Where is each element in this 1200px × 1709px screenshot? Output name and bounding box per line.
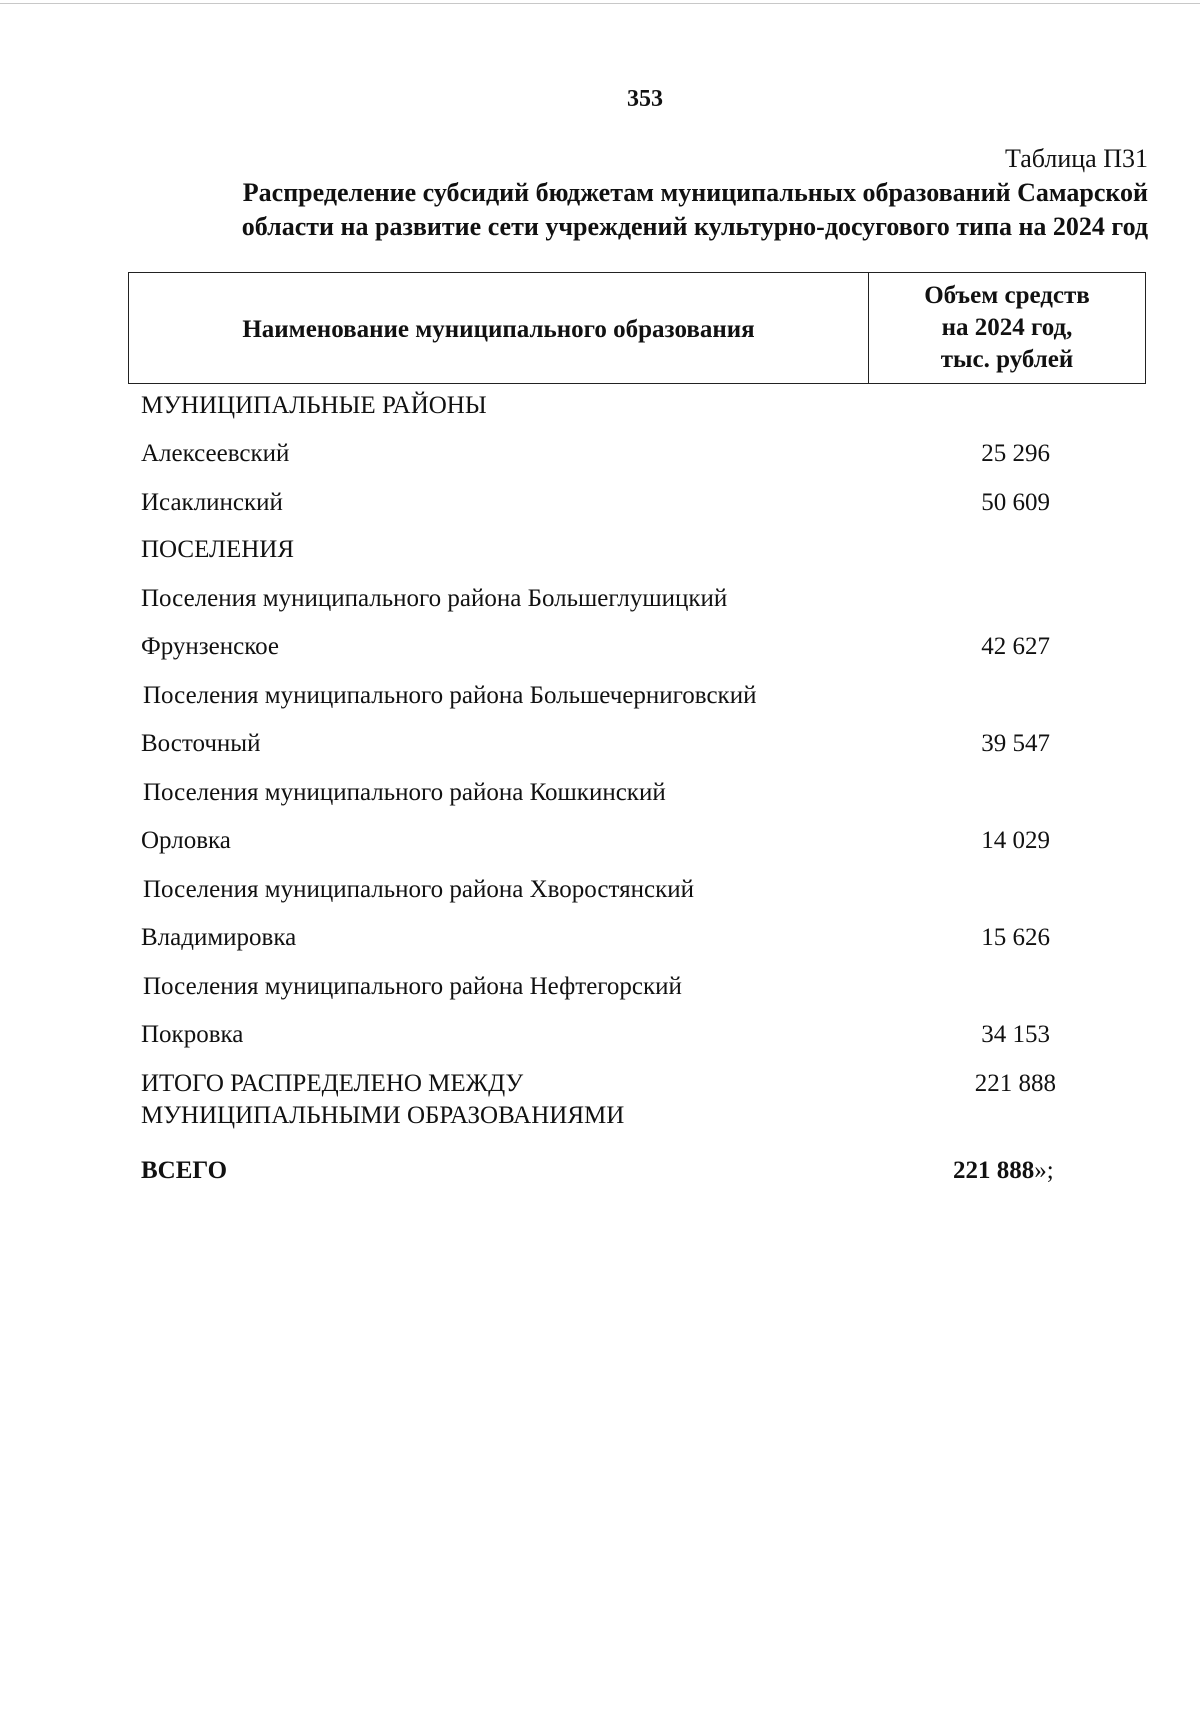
- total-value: 221 888: [953, 1157, 1035, 1184]
- row-name: ИТОГО РАСПРЕДЕЛЕНО МЕЖДУ МУНИЦИПАЛЬНЫМИ ОБРАЗОВАНИЯМИ: [141, 1070, 625, 1129]
- row-value: 14 029: [981, 827, 1050, 854]
- row-name: Поселения муниципального района Хворостянский: [143, 876, 695, 903]
- row-name: Поселения муниципального района Большечерниговский: [143, 682, 757, 709]
- title-line-2: области на развитие сети учреждений культурно-досугового типа на 2024 год: [241, 212, 1148, 241]
- row-name: Алексеевский: [141, 440, 290, 467]
- table-label: Таблица П31: [1005, 144, 1148, 173]
- column-header-value: Объем средств на 2024 год, тыс. рублей: [924, 282, 1090, 373]
- row-value: 15 626: [981, 924, 1050, 951]
- row-value: 25 296: [981, 440, 1050, 467]
- total-name: ВСЕГО: [141, 1157, 228, 1184]
- row-name: Владимировка: [141, 924, 297, 951]
- row-name: Покровка: [141, 1021, 244, 1048]
- page-number: 353: [627, 86, 663, 112]
- column-header-name: Наименование муниципального образования: [129, 273, 869, 383]
- row-name: Орловка: [141, 827, 231, 854]
- row-value: 34 153: [981, 1021, 1050, 1048]
- row-value: 42 627: [981, 633, 1050, 660]
- row-name: Исаклинский: [141, 489, 283, 516]
- total-value-cell: [880, 1155, 1070, 1187]
- row-name: Фрунзенское: [141, 633, 280, 660]
- row-name: ПОСЕЛЕНИЯ: [141, 536, 295, 563]
- total-closing-quote: »;: [1034, 1157, 1054, 1184]
- row-name: Поселения муниципального района Кошкинский: [143, 779, 666, 806]
- row-value: 50 609: [981, 489, 1050, 516]
- row-value: 39 547: [981, 730, 1050, 757]
- row-value: 221 888: [974, 1070, 1056, 1097]
- title-line-1: Распределение субсидий бюджетам муниципальных образований Самарской: [242, 178, 1148, 207]
- row-name: Восточный: [141, 730, 261, 757]
- row-name: МУНИЦИПАЛЬНЫЕ РАЙОНЫ: [141, 392, 487, 419]
- row-name: Поселения муниципального района Большеглушицкий: [141, 585, 728, 612]
- row-name: Поселения муниципального района Нефтегорский: [143, 973, 682, 1000]
